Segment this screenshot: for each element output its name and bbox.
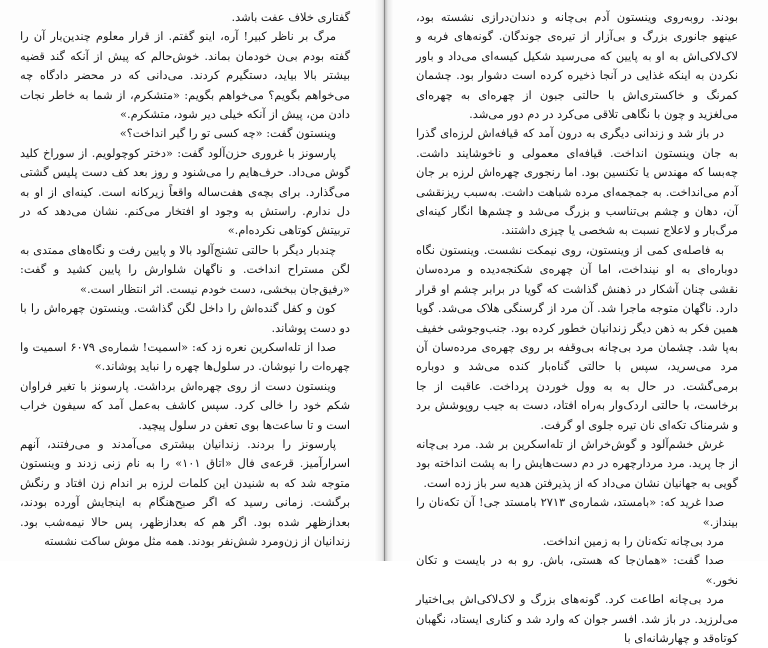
paragraph: وینستون گفت: «چه کسی تو را گیر انداخت؟» (119, 126, 336, 141)
paragraph: چندبار دیگر با حالتی تشنج‌آلود بالا و پایین رفت و نگاه‌های ممتدی به لگن مستراح انداخت. و ناگهان شلوارش را پایین کشید و گفت: «رفیق‌جان ببخشی، دست خودم نیست. اثر انتظار است.» (20, 242, 350, 296)
paragraph: بودند. روبه‌روی وینستون آدم بی‌چانه و دندان‌درازی نشسته بود، عینهو جانوری بزرگ و بی‌آزار از تیره‌ی جوندگان. گونه‌های فربه و لاک‌لاکی‌اش به او به پایین که می‌رسید شکیل کیسه‌ای می‌داد و باور نکردن به اینکه غذایی در آنجا ذخیره کرده است دشوار بود. چشمان کمرنگ و خاکستری‌اش با حالتی جبون از چهره‌ای به چهره‌ای می‌لغزید و چون با نگاهی تلاقی می‌کرد در دم دور می‌شد. (416, 10, 738, 122)
left-page (0, 0, 374, 561)
right-page (394, 0, 768, 645)
paragraph: صدا گفت: «همان‌جا که هستی، باش. رو به در بایست و تکان نخور.» (416, 553, 738, 587)
paragraph: گفتاری خلاف عفت باشد. (231, 10, 350, 24)
paragraph: به فاصله‌ی کمی از وینستون، روی نیمکت نشست. وینستون نگاه دوباره‌ای به او نینداخت، اما آن چهره‌ی شکنجه‌دیده و مرده‌سان نقشی چنان آشکار در ذهنش گذاشت که گویا در برابر چشم او قرار دارد. ناگهان متوجه ماجرا شد. آن مرد از گرسنگی هلاک می‌شد. گویا همین فکر به ذهن دیگر زندانیان خطور کرده بود. جنب‌وجوشی خفیف به‌پا شد. چشمان مرد بی‌چانه بی‌وقفه بر روی چهره‌ی مرده‌سان آن مرد می‌سرید، سپس با حالتی گناه‌بار کنده می‌شد و دوباره برمی‌گشت. در حال به‌ به وول خوردن پرداخت. عاقبت از جا برخاست، با حالتی اردک‌وار به‌راه افتاد، دست به جیب روپوشش برد و شرمناک تکه‌ای نان تیره جلوی او گرفت. (416, 242, 738, 432)
book-gutter (374, 0, 394, 561)
paragraph: کون و کفل گنده‌اش را داخل لگن گذاشت. وینستون چهره‌اش را با دو دست پوشاند. (20, 301, 350, 335)
paragraph: پارسونز را بردند. زندانیان بیشتری می‌آمدند و می‌رفتند، آنهم اسرارآمیز. قرعه‌ی فال «اتاق ۱۰۱» را به نام زنی زدند و وینستون متوجه شد که به شنیدن این کلمات لرزه بر اندام زن افتاد و رنگش برگشت. زمانی رسید که اگر صبح‌هنگام به اینجایش آورده بودند، بعدازظهر شده بود. اگر هم که بعدازظهر، پس حالا نیمه‌شب بود. زندانیان از زن‌ومرد شش‌نفر بودند. همه مثل موش ساکت نشسته (20, 436, 351, 548)
paragraph: مرد بی‌چانه تکه‌نان را به زمین انداخت. (542, 533, 724, 548)
paragraph: مرد بی‌چانه اطاعت کرد. گونه‌های بزرگ و لاک‌لاکی‌اش بی‌اختیار می‌لرزید. در باز شد. افسر جوان که وارد شد و کناری ایستاد، نگهبان کوتاه‌قد و چهارشانه‌ای با (416, 592, 738, 645)
paragraph: مرگ بر ناظر کبیر! آره، اینو گفتم. از قرار معلوم چندین‌بار آن را گفته بودم بی‌ن خودمان بماند. خوش‌حالم که پیش از آنکه گند قضیه بیشتر بالا بیاید، دستگیرم کردند. می‌دانی که در محضر دادگاه چه می‌خواهم بگویم؟ می‌خواهم بگویم: «متشکرم، از شما به خاطر نجات دادن من، پیش از آنکه خیلی دیر شود، متشکرم.» (20, 29, 350, 122)
paragraph: وینستون دست از روی چهره‌اش برداشت. پارسونز با تغیر فراوان شکم خود را خالی کرد. سپس کاشف به‌عمل آمد که سیفون خراب است و تا ساعت‌ها بوی تعفن در سلول پیچید. (20, 378, 350, 432)
paragraph: غرش خشم‌آلود و گوش‌خراش از تله‌اسکرین بر شد. مرد بی‌چانه از جا پرید. مرد مردارچهره در دم دست‌هایش را به پشت انداخته بود گویی به جهانیان نشان می‌داد که از پذیرفتن هدیه سر باز زده است. (416, 436, 738, 490)
paragraph: در باز شد و زندانی دیگری به درون آمد که قیافه‌اش لرزه‌ای گذرا به جان وینستون انداخت. قیافه‌ای معمولی و ناخوشایند داشت. چه‌بسا که مهندس یا تکنسین بود. اما رنجوری چهره‌اش لرزه بر جان آدم می‌انداخت. به جمجمه‌ای مرده شباهت داشت. به‌سبب ریزنقشی آن، دهان و چشم بی‌تناسب و بزرگ می‌شد و چشم‌ها انگار کینه‌ای مرگ‌بار و لاعلاج نسبت به شخصی یا چیزی داشتند. (416, 126, 738, 238)
paragraph: صدا از تله‌اسکرین نعره زد که: «اسمیت! شماره‌ی ۶۰۷۹ اسمیت وا چهره‌ات را نپوشان. در سلول‌ها چهره را نباید پوشاند.» (20, 339, 350, 374)
paragraph: صدا غرید که: «بامستد، شماره‌ی ۲۷۱۳ بامستد جی! آن تکه‌نان را بینداز.» (416, 495, 738, 529)
paragraph: پارسونز با غروری حزن‌آلود گفت: «دختر کوچولویم. از سوراخ کلید گوش می‌داد. حرف‌هایم را می‌شنود و روز بعد کف دست پلیس گشتی می‌گذارد. برای بچه‌ی هفت‌ساله واقعاً زیرکانه است. کینه‌ای از او به دل ندارم. راستش به وجود او افتخار می‌کنم. نشان می‌دهد که در تربیتش کوتاهی نکرده‌ام.» (20, 145, 350, 238)
